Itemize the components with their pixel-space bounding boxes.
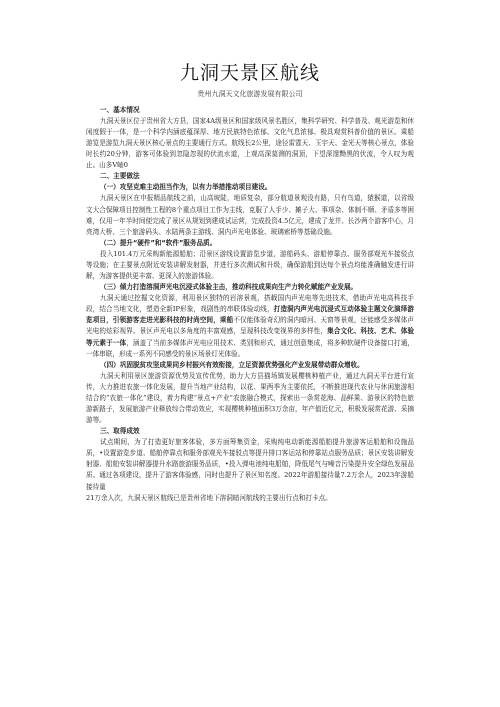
section-heading-practices: 二、主要做法	[100, 172, 140, 181]
text-run: ，涵盖了当前多媒体声光电应用技术、类别和形式，通过创意集成，将多种软硬件设备接口打通，一体串联，形成一系列不同感受的景区场景灯光体验。	[86, 338, 415, 358]
section-paragraph-basic: 九洞天景区位于贵州省大方县，国家4A级景区和国家级风景名胜区，集科学研究、科学普及、观光游览和休闲度假于一体，是一个科学内涵底蕴深厚、地方民族特色浓郁、文化气息浓郁、极具观赏科普价值的景区。乘船游览是游览九洞天景区核心景点的主要通行方式。航线长2公里，途径雷霆天、玉宇天、金光天等核心景点，体验时长约20分钟，游客可体验到忽隐忽现的伏流水道，上观高深莫测的洞顶，下望深邃黝黑的伏流，令人叹为观止。山多V岫0	[86, 117, 414, 170]
section-paragraph-results-end: 21万余人次，九洞天景区航线已是贵州省地下溶洞暗河航线的主要出行点和打卡点。	[86, 493, 332, 502]
bold-text-run: 打造洞内声光电沉浸式互动体验主题文化演绎游览项目，引领游客走进光影科技的时尚空间，乘船	[86, 305, 414, 325]
text-run: 九洞天通过挖掘文化资源，利用景区独特的岩溶景观，搭载国内声光电等先进技术，借助声光电高科技手段，结合当地文化，塑造全新IP形象，戏剧性的串联体验动线，	[86, 294, 414, 314]
section-heading-results: 三、取得成效	[100, 427, 140, 436]
subsection-paragraph-1: 九洞天景区在申报精品航线之前，山高坡陡，地质复杂，部分航道景观没有路，只有鸟道，猿猴道，以省级文大合保障项目控制性工程的8个重点项目工作为主线，克服了人手少、摊子大、事项杂、体制不顺、矛盾多等困难，仅用一年半时间便完成了景区从规划到建成试运营，完成投资4.5亿元，建成了龙井、长沙两个游客中心，月亮湾大桥、三个旅游码头、水陆两条主游线、洞内声光电体验、玻璃索桥等基础设施。	[86, 194, 414, 236]
section-paragraph-results: 试点期间，为了打造更好旅客体验，多方面筹集资金，采购纯电动新能源船舶提升旅游客运船舶和设施品质，•设置游览步道、船舶停靠点和服务部观光车接驳点等提升排口客运站和停靠站点服务品质；景区安装讲解发射器、船舶安装讲解器提升水路旅游服务品质，•投入弹电池纯电船舶，降低尾气与噪音污染提升安全绿色发展品质。通过各项建设，提升了游客体验感，同时也提升了景区知名度。2022年游船接待量7.2万余人，2023年游船接待量	[86, 438, 414, 491]
subsection-heading-3: （三）倾力打造溶洞声光电沉浸式体验主击，推动科技成果向生产力转化赋能产业发展。	[100, 283, 358, 292]
document-title: 九洞天景区航线	[179, 62, 320, 84]
text-run: 不仅能体验奇幻的洞内暗河、天窗等景观，还能感受多媒体声光电的炫彩视界。景区声光电以多角度的丰富观感，呈现科技改变视界的多样性，	[86, 316, 415, 336]
subsection-paragraph-3	[86, 293, 414, 360]
section-heading-basic: 一、基本情况	[100, 106, 140, 114]
subsection-heading-4: （四）巩固脱贫攻坚成果同乡村振兴有效衔接，立足资源优势强化产业发展带动群众增收。	[100, 360, 364, 369]
bold-text-run: 集合文化、科技、艺术、体验等元素于一体	[86, 327, 415, 347]
subsection-heading-1: （一）攻坚克难主动担当作为，以有力举措推动项目建设。	[100, 183, 272, 192]
subsection-heading-2: （二）提升“硬件”和“软件”服务品质。	[100, 238, 217, 247]
document-subtitle: 贵州九洞天文化旅游发展有限公司	[197, 90, 303, 98]
subsection-paragraph-4: 九洞天利用景区旅游资源优势及宣传优势，助力大方县猫场镇发展樱桃种植产业，通过九洞天平台进行宣传，大力推进农旅一体化发展，提升当地产业结构，以花、果两季为主要依托，不断推进现代农业与休闲旅游相结合的“农旅一体化”建设，着力构建“景点+产业”农旅融合模式，探索出一条赏花海、品鲜果、游景区的特色旅游新路子，发展旅游产业释放综合带动效应，实现樱桃种植面积3万余亩，年产值近亿元，积极发展赏花游、采摘游等。	[86, 371, 414, 425]
subsection-paragraph-2: 投入101.4万元采购新能源船舶；沿景区游线设置游览步道，游船码头、游船停靠点、服务部观光车接驳点等设施；在主要景点附近安装讲解发射器，并进行多次测试和升级，确保游船到达每个景点均能准确触发进行讲解，为游客提供更丰富、更深入的旅游体验。	[86, 249, 414, 281]
